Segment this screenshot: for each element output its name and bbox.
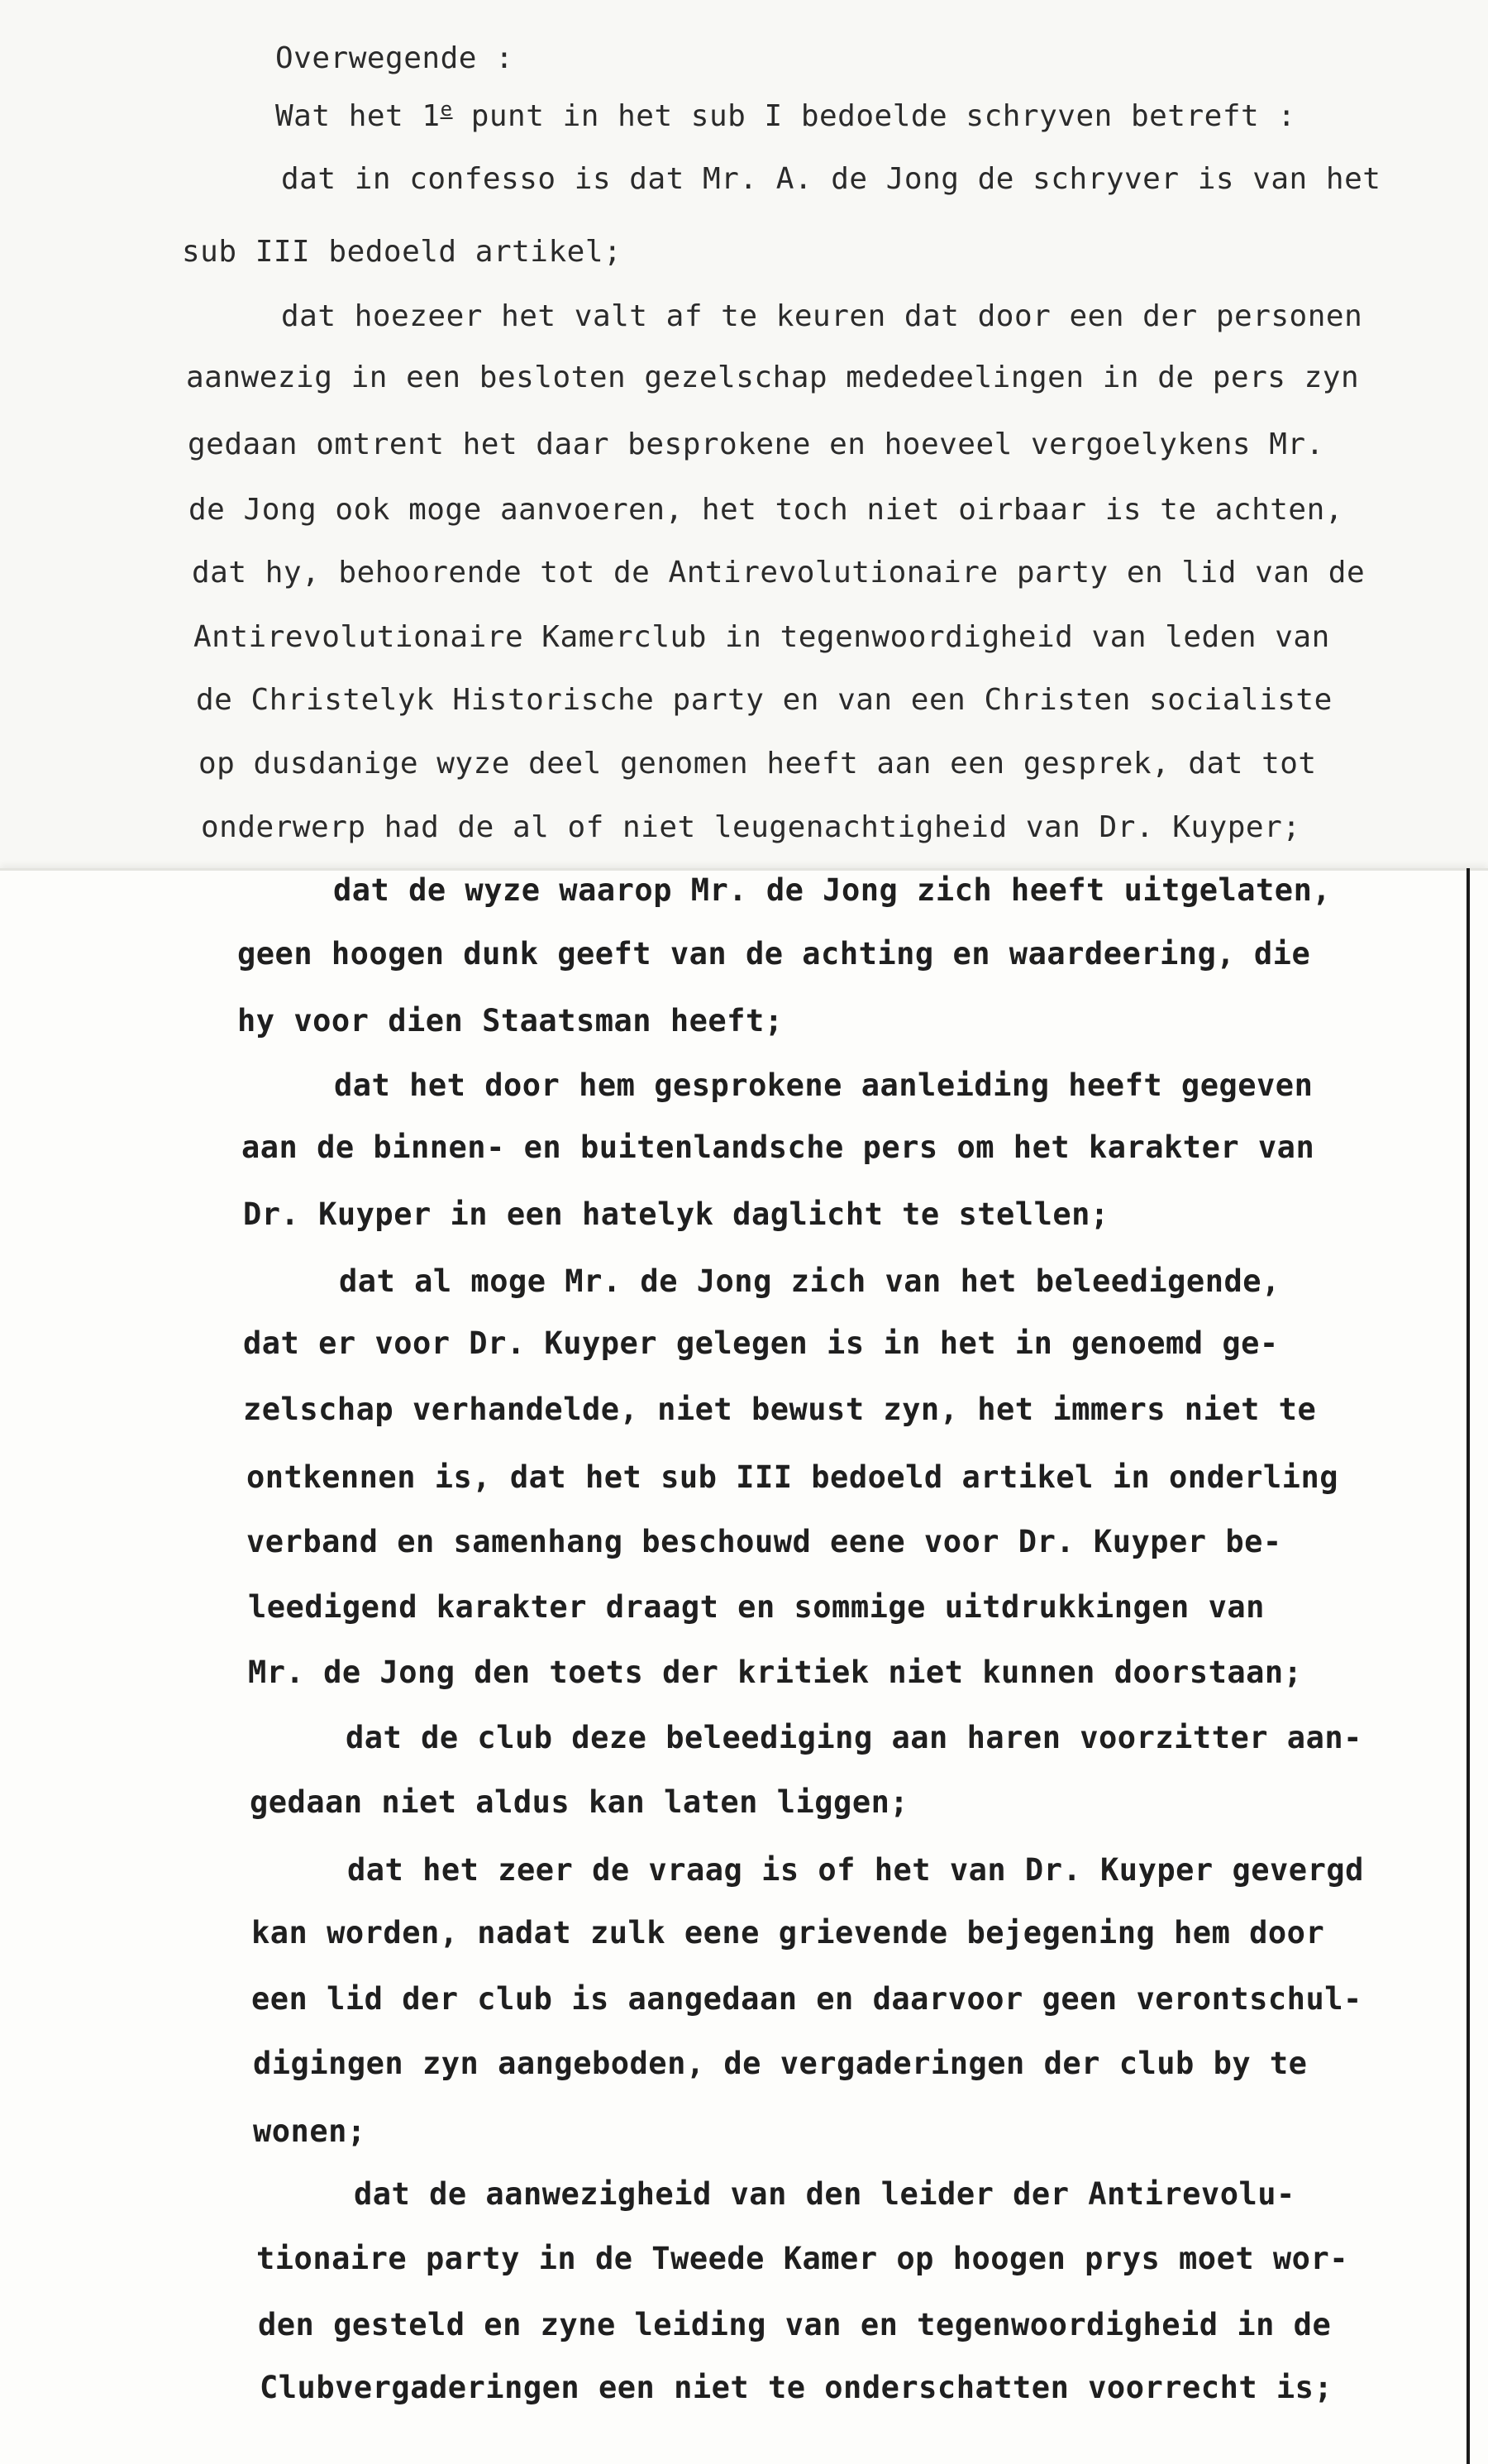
intro-before: Wat het 1 xyxy=(275,99,441,133)
heading: Overwegende : xyxy=(275,41,514,75)
text-line: Clubvergaderingen een niet te onderschatten voorrecht is; xyxy=(260,2370,1333,2405)
sheet-edge xyxy=(1467,868,1470,2464)
text-line: dat er voor Dr. Kuyper gelegen is in het in genoemd ge- xyxy=(243,1325,1279,1361)
text-line: dat de club deze beleediging aan haren voorzitter aan- xyxy=(346,1720,1362,1755)
text-line: zelschap verhandelde, niet bewust zyn, het immers niet te xyxy=(243,1392,1317,1427)
text-line: dat al moge Mr. de Jong zich van het beleedigende, xyxy=(339,1263,1281,1299)
text-line: een lid der club is aangedaan en daarvoor geen verontschul- xyxy=(251,1981,1362,2017)
text-line: de Christelyk Historische party en van een Christen socialiste xyxy=(196,683,1333,717)
text-line: dat de wyze waarop Mr. de Jong zich heeft uitgelaten, xyxy=(333,872,1332,908)
text-line: dat hy, behoorende tot de Antirevolutionaire party en lid van de xyxy=(192,556,1366,590)
text-line: sub III bedoeld artikel; xyxy=(182,235,622,269)
text-line: Dr. Kuyper in een hatelyk daglicht te stellen; xyxy=(243,1196,1109,1232)
text-line: ontkennen is, dat het sub III bedoeld artikel in onderling xyxy=(246,1459,1339,1495)
text-line: gedaan niet aldus kan laten liggen; xyxy=(250,1784,909,1820)
text-line: de Jong ook moge aanvoeren, het toch niet oirbaar is te achten, xyxy=(188,493,1343,527)
text-line: Antirevolutionaire Kamerclub in tegenwoordigheid van leden van xyxy=(193,620,1330,654)
text-line: onderwerp had de al of niet leugenachtigheid van Dr. Kuyper; xyxy=(201,810,1301,844)
text-line: verband en samenhang beschouwd eene voor Dr. Kuyper be- xyxy=(246,1524,1282,1559)
text-line: dat in confesso is dat Mr. A. de Jong de schryver is van het xyxy=(281,162,1381,196)
text-line: dat het zeer de vraag is of het van Dr. Kuyper gevergd xyxy=(347,1852,1364,1888)
text-line: den gesteld en zyne leiding van en tegenwoordigheid in de xyxy=(258,2307,1332,2342)
text-line: hy voor dien Staatsman heeft; xyxy=(237,1003,784,1039)
text-line: gedaan omtrent het daar besprokene en hoeveel vergoelykens Mr. xyxy=(188,427,1324,461)
text-line: dat de aanwezigheid van den leider der Antirevolu- xyxy=(354,2176,1295,2212)
text-line: kan worden, nadat zulk eene grievende bejegening hem door xyxy=(251,1915,1325,1951)
text-line: dat hoezeer het valt af te keuren dat door een der personen xyxy=(281,299,1363,333)
text-line: aanwezig in een besloten gezelschap mededeelingen in de pers zyn xyxy=(186,361,1360,394)
text-line: tionaire party in de Tweede Kamer op hoogen prys moet wor- xyxy=(256,2241,1349,2276)
text-line: digingen zyn aangeboden, de vergaderingen der club by te xyxy=(253,2046,1308,2081)
text-line: Mr. de Jong den toets der kritiek niet kunnen doorstaan; xyxy=(248,1655,1303,1690)
text-line: dat het door hem gesprokene aanleiding heeft gegeven xyxy=(334,1067,1314,1103)
text-line: leedigend karakter draagt en sommige uitdrukkingen van xyxy=(248,1589,1265,1625)
intro-after: punt in het sub I bedoelde schryven betreft : xyxy=(452,99,1296,133)
text-line: geen hoogen dunk geeft van de achting en waardeering, die xyxy=(237,936,1311,972)
text-line: wonen; xyxy=(253,2113,366,2149)
text-line: aan de binnen- en buitenlandsche pers om het karakter van xyxy=(241,1129,1315,1165)
intro-superscript: e xyxy=(440,98,453,121)
intro-line xyxy=(275,98,1296,133)
text-line: op dusdanige wyze deel genomen heeft aan een gesprek, dat tot xyxy=(198,747,1317,781)
